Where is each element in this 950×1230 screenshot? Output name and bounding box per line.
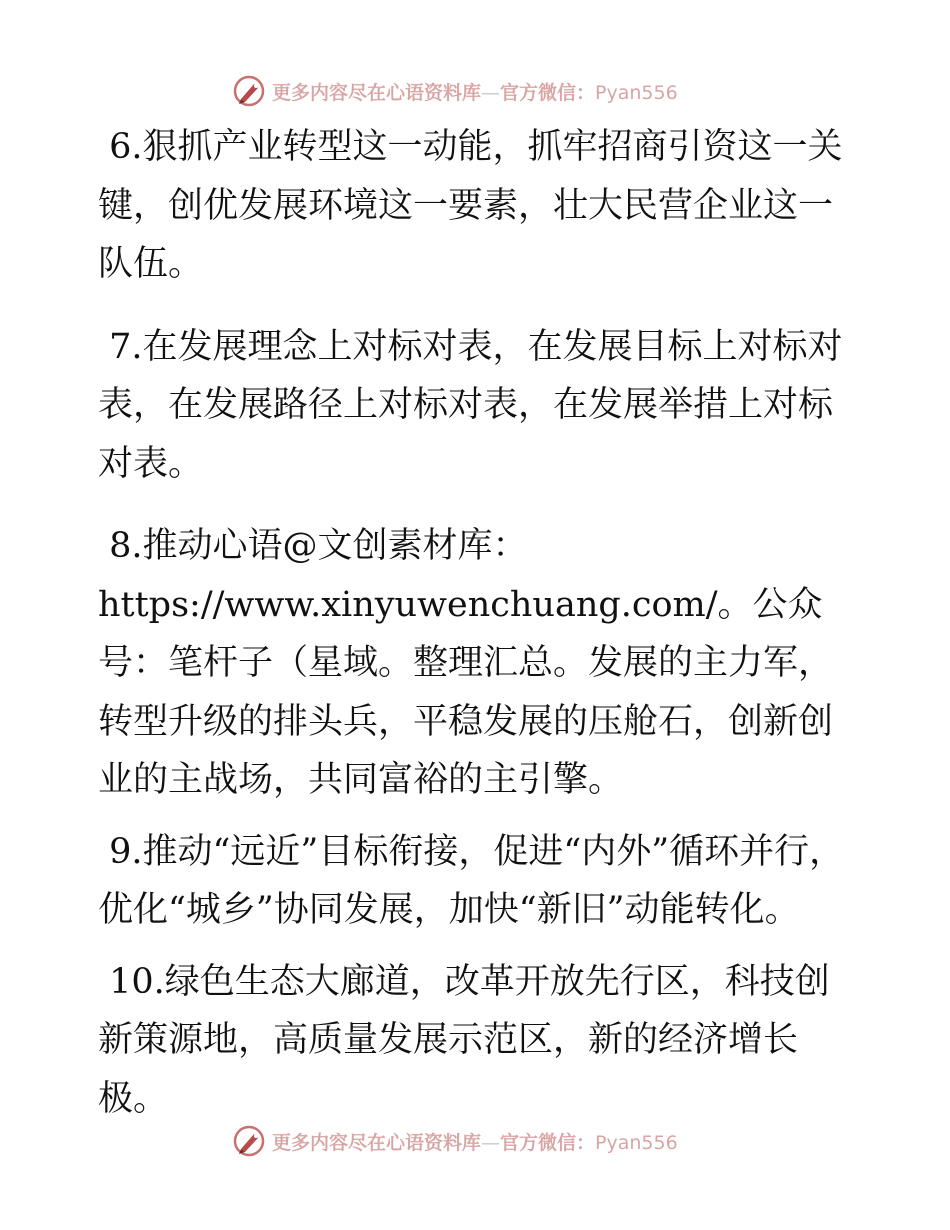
pen-logo-icon <box>232 1124 266 1158</box>
document-body <box>98 118 858 1128</box>
paragraph-10: 10.绿色生态大廊道，改革开放先行区，科技创新策源地，高质量发展示范区，新的经济增长极。 <box>98 961 830 1119</box>
footer-watermark <box>232 1124 678 1158</box>
paragraph-7: 7.在发展理念上对标对表，在发展目标上对标对表，在发展路径上对标对表，在发展举措上对标对表。 <box>98 326 843 484</box>
watermark-text: 更多内容尽在心语资料库—官方微信：Pyan556 <box>272 81 678 104</box>
paragraph-6: 6.狠抓产业转型这一动能，抓牢招商引资这一关键，创优发展环境这一要素，壮大民营企业这一队伍。 <box>98 127 843 284</box>
watermark-text: 更多内容尽在心语资料库—官方微信：Pyan556 <box>272 1131 678 1154</box>
header-watermark <box>232 74 678 108</box>
paragraph-9: 9.推动“远近”目标衔接，促进“内外”循环并行，优化“城乡”协同发展，加快“新旧”动能转化。 <box>98 831 845 930</box>
paragraph-8: 8.推动心语@文创素材库：https://www.xinyuwenchuang.com/。公众号：笔杆子（星域。整理汇总。发展的主力军，转型升级的排头兵，平稳发展的压舱石，创新创业的主战场，共同富裕的主引擎。 <box>98 526 834 800</box>
pen-logo-icon <box>232 74 266 108</box>
